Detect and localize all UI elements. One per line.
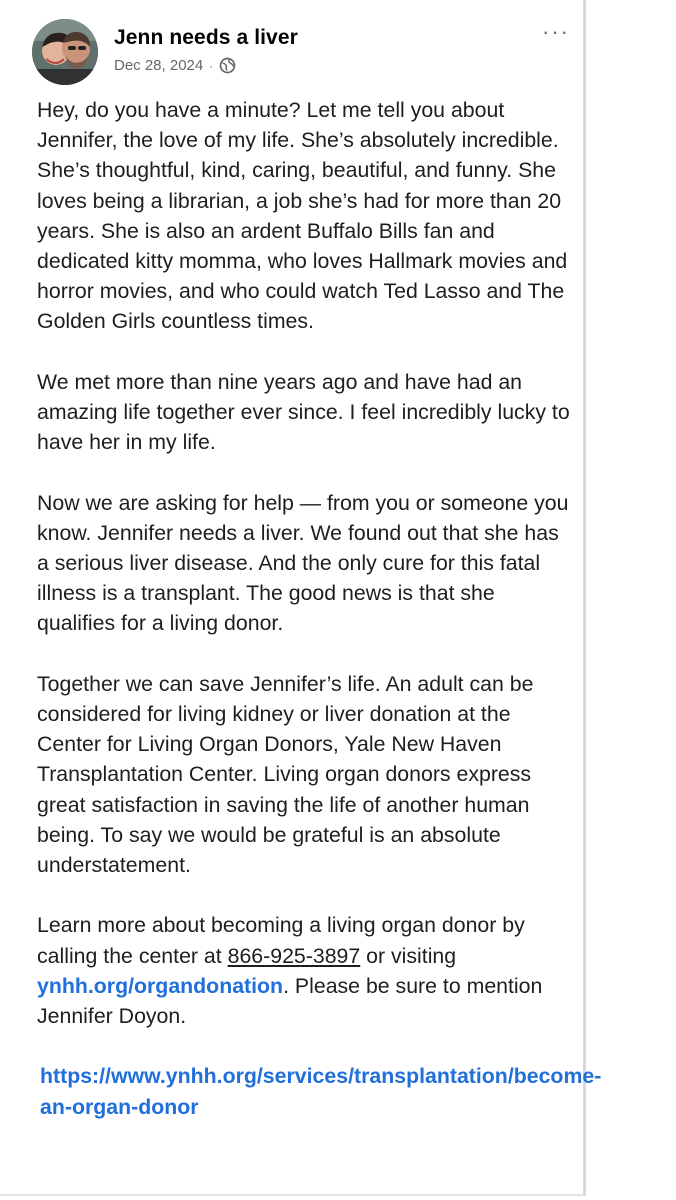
post-text xyxy=(37,95,602,1152)
meta-separator: · xyxy=(209,58,214,73)
become-donor-link[interactable]: https://www.ynhh.org/services/transplantation/become-an-organ-donor xyxy=(40,1064,602,1119)
more-options-icon[interactable]: ··· xyxy=(542,19,570,44)
paragraph-5-between: or visiting xyxy=(360,943,457,968)
phone-link[interactable]: 866-925-3897 xyxy=(227,943,361,968)
url-paragraph xyxy=(37,1061,602,1121)
globe-icon xyxy=(219,57,236,74)
paragraph-5-intro: Learn more about becoming a living organ donor by calling the center at xyxy=(37,913,525,968)
avatar-photo xyxy=(32,19,98,85)
paragraph-2: We met more than nine years ago and have had an amazing life together ever since. I feel incredibly lucky to have her in my life. xyxy=(37,369,570,455)
organdonation-link[interactable]: ynhh.org/organdonation xyxy=(37,973,284,998)
post-header xyxy=(32,14,580,84)
avatar[interactable] xyxy=(32,19,98,85)
paragraph-1: Hey, do you have a minute? Let me tell you about Jennifer, the love of my life. She’s absolutely incredible. She’s thoughtful, kind, caring, beautiful, and funny. She loves being a librarian, a job she’s had for more than 20 years. She is also an ardent Buffalo Bills fan and dedicated kitty momma, who loves Hallmark movies and horror movies, and who could watch Ted Lasso and The Golden Girls countless times. xyxy=(37,98,568,334)
author-name[interactable]: Jenn needs a liver xyxy=(114,26,298,49)
paragraph-4: Together we can save Jennifer’s life. An adult can be considered for living kidney or liver donation at the Center for Living Organ Donors, Yale New Haven Transplantation Center. Living organ donors express great satisfaction in saving the life of another human being. To say we would be grateful is an absolute understatement. xyxy=(37,671,534,878)
post-meta xyxy=(114,57,236,74)
post-date[interactable]: Dec 28, 2024 xyxy=(114,57,204,74)
paragraph-5-outro: . Please be sure to mention Jennifer Doyon. xyxy=(37,973,543,1029)
paragraph-5 xyxy=(37,910,572,1031)
paragraph-3: Now we are asking for help — from you or someone you know. Jennifer needs a liver. We found out that she has a serious liver disease. And the only cure for this fatal illness is a transplant. The good news is that she qualifies for a living donor. xyxy=(37,490,569,636)
